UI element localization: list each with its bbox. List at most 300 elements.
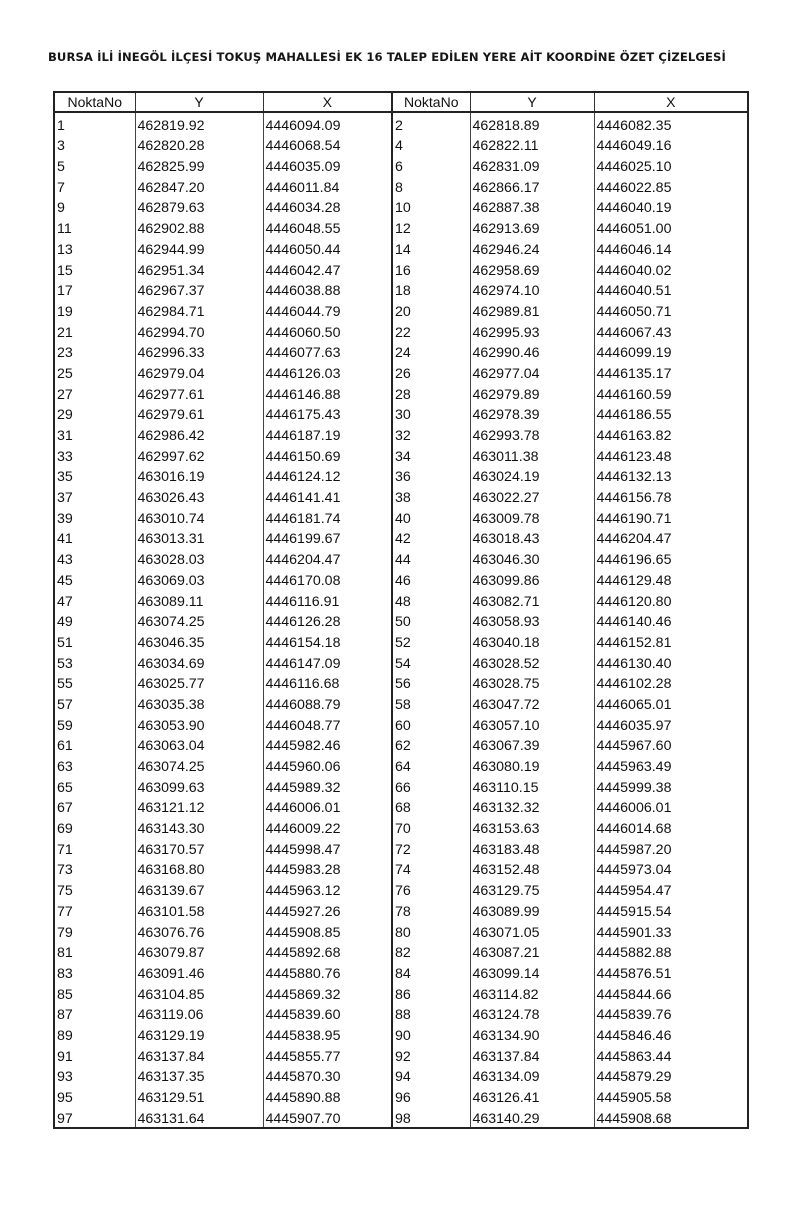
y-cell: 463099.14 [470,961,594,982]
table-row [54,651,748,672]
x-cell: 4446147.09 [263,651,392,672]
y-cell: 462986.42 [135,423,263,444]
point-no-cell: 78 [392,899,470,920]
y-cell: 463074.25 [135,610,263,631]
y-cell: 463016.19 [135,465,263,486]
point-no-cell: 69 [54,816,135,837]
table-row [54,630,748,651]
point-no-cell: 94 [392,1065,470,1086]
y-cell: 463114.82 [470,982,594,1003]
x-cell: 4446035.97 [594,713,748,734]
table-row [54,154,748,175]
point-no-cell: 40 [392,506,470,527]
x-cell: 4446077.63 [263,341,392,362]
y-cell: 462979.04 [135,361,263,382]
x-cell: 4446116.68 [263,672,392,693]
table-row [54,175,748,196]
point-no-cell: 56 [392,672,470,693]
point-no-cell: 71 [54,837,135,858]
x-cell: 4446068.54 [263,134,392,155]
x-cell: 4446135.17 [594,361,748,382]
x-cell: 4445863.44 [594,1044,748,1065]
point-no-cell: 52 [392,630,470,651]
table-row [54,258,748,279]
table-row [54,589,748,610]
x-cell: 4445838.95 [263,1023,392,1044]
y-cell: 462979.89 [470,382,594,403]
point-no-cell: 22 [392,320,470,341]
point-no-cell: 98 [392,1106,470,1128]
point-no-cell: 2 [392,112,470,134]
table-row [54,216,748,237]
table-row [54,547,748,568]
point-no-cell: 41 [54,527,135,548]
x-cell: 4445907.70 [263,1106,392,1128]
point-no-cell: 10 [392,196,470,217]
point-no-cell: 20 [392,299,470,320]
y-cell: 463082.71 [470,589,594,610]
table-row [54,775,748,796]
y-cell: 463035.38 [135,692,263,713]
table-row [54,961,748,982]
y-cell: 463183.48 [470,837,594,858]
point-no-cell: 62 [392,734,470,755]
x-cell: 4445882.88 [594,941,748,962]
x-cell: 4446154.18 [263,630,392,651]
y-cell: 463076.76 [135,920,263,941]
x-cell: 4445989.32 [263,775,392,796]
y-cell: 463099.63 [135,775,263,796]
table-body [54,112,748,1128]
point-no-cell: 86 [392,982,470,1003]
x-cell: 4445908.68 [594,1106,748,1128]
x-cell: 4445846.46 [594,1023,748,1044]
x-cell: 4446088.79 [263,692,392,713]
y-cell: 462984.71 [135,299,263,320]
point-no-cell: 45 [54,568,135,589]
x-cell: 4445982.46 [263,734,392,755]
table-row [54,1003,748,1024]
x-cell: 4446009.22 [263,816,392,837]
x-cell: 4446196.65 [594,547,748,568]
point-no-cell: 87 [54,1003,135,1024]
x-cell: 4446067.43 [594,320,748,341]
column-header-x-2: X [594,92,748,112]
x-cell: 4446150.69 [263,444,392,465]
point-no-cell: 66 [392,775,470,796]
table-row [54,754,748,775]
y-cell: 463087.21 [470,941,594,962]
y-cell: 463025.77 [135,672,263,693]
x-cell: 4446099.19 [594,341,748,362]
y-cell: 463022.27 [470,485,594,506]
y-cell: 463134.90 [470,1023,594,1044]
table-row [54,527,748,548]
y-cell: 463140.29 [470,1106,594,1128]
table-row [54,816,748,837]
y-cell: 463129.51 [135,1085,263,1106]
table-row [54,196,748,217]
x-cell: 4446094.09 [263,112,392,134]
point-no-cell: 74 [392,858,470,879]
table-row [54,320,748,341]
x-cell: 4446140.46 [594,610,748,631]
x-cell: 4446186.55 [594,403,748,424]
y-cell: 463057.10 [470,713,594,734]
point-no-cell: 79 [54,920,135,941]
y-cell: 463089.11 [135,589,263,610]
table-row [54,610,748,631]
x-cell: 4446181.74 [263,506,392,527]
point-no-cell: 24 [392,341,470,362]
table-row [54,1065,748,1086]
y-cell: 463124.78 [470,1003,594,1024]
y-cell: 462996.33 [135,341,263,362]
column-header-y: Y [135,92,263,112]
y-cell: 463134.09 [470,1065,594,1086]
y-cell: 462822.11 [470,134,594,155]
document-title: BURSA İLİ İNEGÖL İLÇESİ TOKUŞ MAHALLESİ EK 16 TALEP EDİLEN YERE AİT KOORDİNE ÖZET ÇİZELGESİ [48,50,726,64]
point-no-cell: 58 [392,692,470,713]
point-no-cell: 53 [54,651,135,672]
y-cell: 462913.69 [470,216,594,237]
table-row [54,423,748,444]
x-cell: 4446025.10 [594,154,748,175]
point-no-cell: 34 [392,444,470,465]
x-cell: 4446048.55 [263,216,392,237]
y-cell: 462847.20 [135,175,263,196]
x-cell: 4446152.81 [594,630,748,651]
point-no-cell: 21 [54,320,135,341]
y-cell: 463143.30 [135,816,263,837]
x-cell: 4446190.71 [594,506,748,527]
x-cell: 4446044.79 [263,299,392,320]
x-cell: 4446048.77 [263,713,392,734]
y-cell: 462977.04 [470,361,594,382]
y-cell: 462990.46 [470,341,594,362]
x-cell: 4445901.33 [594,920,748,941]
table-row [54,112,748,134]
point-no-cell: 68 [392,796,470,817]
y-cell: 463010.74 [135,506,263,527]
y-cell: 463099.86 [470,568,594,589]
y-cell: 463170.57 [135,837,263,858]
table-row [54,465,748,486]
y-cell: 462866.17 [470,175,594,196]
point-no-cell: 50 [392,610,470,631]
x-cell: 4445879.29 [594,1065,748,1086]
point-no-cell: 47 [54,589,135,610]
x-cell: 4446175.43 [263,403,392,424]
x-cell: 4446204.47 [263,547,392,568]
point-no-cell: 9 [54,196,135,217]
x-cell: 4445905.58 [594,1085,748,1106]
y-cell: 462951.34 [135,258,263,279]
point-no-cell: 70 [392,816,470,837]
y-cell: 463053.90 [135,713,263,734]
table-row [54,1106,748,1128]
point-no-cell: 93 [54,1065,135,1086]
x-cell: 4446014.68 [594,816,748,837]
table-row [54,279,748,300]
x-cell: 4446170.08 [263,568,392,589]
table-row [54,734,748,755]
y-cell: 463058.93 [470,610,594,631]
point-no-cell: 82 [392,941,470,962]
point-no-cell: 3 [54,134,135,155]
point-no-cell: 17 [54,279,135,300]
point-no-cell: 4 [392,134,470,155]
y-cell: 463024.19 [470,465,594,486]
y-cell: 463009.78 [470,506,594,527]
x-cell: 4446035.09 [263,154,392,175]
column-header-y-2: Y [470,92,594,112]
x-cell: 4446065.01 [594,692,748,713]
x-cell: 4446146.88 [263,382,392,403]
point-no-cell: 89 [54,1023,135,1044]
y-cell: 463028.03 [135,547,263,568]
point-no-cell: 35 [54,465,135,486]
point-no-cell: 28 [392,382,470,403]
point-no-cell: 75 [54,878,135,899]
point-no-cell: 43 [54,547,135,568]
y-cell: 462967.37 [135,279,263,300]
point-no-cell: 80 [392,920,470,941]
point-no-cell: 55 [54,672,135,693]
table-row [54,485,748,506]
x-cell: 4446156.78 [594,485,748,506]
table-row [54,299,748,320]
y-cell: 463121.12 [135,796,263,817]
point-no-cell: 15 [54,258,135,279]
point-no-cell: 67 [54,796,135,817]
x-cell: 4446141.41 [263,485,392,506]
y-cell: 462989.81 [470,299,594,320]
x-cell: 4445927.26 [263,899,392,920]
x-cell: 4446038.88 [263,279,392,300]
y-cell: 462887.38 [470,196,594,217]
y-cell: 463129.75 [470,878,594,899]
point-no-cell: 59 [54,713,135,734]
x-cell: 4445876.51 [594,961,748,982]
y-cell: 462820.28 [135,134,263,155]
y-cell: 463091.46 [135,961,263,982]
point-no-cell: 64 [392,754,470,775]
y-cell: 463040.18 [470,630,594,651]
x-cell: 4446050.71 [594,299,748,320]
point-no-cell: 1 [54,112,135,134]
y-cell: 463079.87 [135,941,263,962]
y-cell: 463028.52 [470,651,594,672]
x-cell: 4445960.06 [263,754,392,775]
y-cell: 462825.99 [135,154,263,175]
y-cell: 463153.63 [470,816,594,837]
point-no-cell: 49 [54,610,135,631]
table-row [54,403,748,424]
x-cell: 4445890.88 [263,1085,392,1106]
point-no-cell: 27 [54,382,135,403]
table-row [54,1085,748,1106]
table-row [54,941,748,962]
y-cell: 462995.93 [470,320,594,341]
point-no-cell: 42 [392,527,470,548]
point-no-cell: 90 [392,1023,470,1044]
y-cell: 462977.61 [135,382,263,403]
column-header-point-no: NoktaNo [54,92,135,112]
point-no-cell: 16 [392,258,470,279]
y-cell: 462831.09 [470,154,594,175]
y-cell: 463137.84 [135,1044,263,1065]
y-cell: 463126.41 [470,1085,594,1106]
point-no-cell: 95 [54,1085,135,1106]
x-cell: 4446132.13 [594,465,748,486]
point-no-cell: 83 [54,961,135,982]
y-cell: 463139.67 [135,878,263,899]
y-cell: 463034.69 [135,651,263,672]
y-cell: 463026.43 [135,485,263,506]
point-no-cell: 25 [54,361,135,382]
table-row [54,361,748,382]
y-cell: 463028.75 [470,672,594,693]
point-no-cell: 60 [392,713,470,734]
y-cell: 463011.38 [470,444,594,465]
point-no-cell: 30 [392,403,470,424]
x-cell: 4446204.47 [594,527,748,548]
x-cell: 4446040.51 [594,279,748,300]
y-cell: 463089.99 [470,899,594,920]
y-cell: 462819.92 [135,112,263,134]
x-cell: 4445973.04 [594,858,748,879]
point-no-cell: 29 [54,403,135,424]
y-cell: 463110.15 [470,775,594,796]
y-cell: 463074.25 [135,754,263,775]
y-cell: 462994.70 [135,320,263,341]
x-cell: 4445987.20 [594,837,748,858]
table-row [54,899,748,920]
table-row [54,568,748,589]
x-cell: 4446130.40 [594,651,748,672]
table-row [54,796,748,817]
point-no-cell: 85 [54,982,135,1003]
y-cell: 462944.99 [135,237,263,258]
point-no-cell: 18 [392,279,470,300]
point-no-cell: 81 [54,941,135,962]
point-no-cell: 8 [392,175,470,196]
y-cell: 462997.62 [135,444,263,465]
point-no-cell: 11 [54,216,135,237]
x-cell: 4445844.66 [594,982,748,1003]
y-cell: 462978.39 [470,403,594,424]
y-cell: 463131.64 [135,1106,263,1128]
point-no-cell: 97 [54,1106,135,1128]
x-cell: 4446187.19 [263,423,392,444]
point-no-cell: 57 [54,692,135,713]
table-row [54,920,748,941]
y-cell: 462946.24 [470,237,594,258]
x-cell: 4445998.47 [263,837,392,858]
table-row [54,1023,748,1044]
y-cell: 462974.10 [470,279,594,300]
y-cell: 463137.84 [470,1044,594,1065]
point-no-cell: 46 [392,568,470,589]
y-cell: 463152.48 [470,858,594,879]
point-no-cell: 7 [54,175,135,196]
table-row [54,341,748,362]
y-cell: 462879.63 [135,196,263,217]
y-cell: 463067.39 [470,734,594,755]
x-cell: 4445839.76 [594,1003,748,1024]
x-cell: 4445855.77 [263,1044,392,1065]
point-no-cell: 31 [54,423,135,444]
x-cell: 4446011.84 [263,175,392,196]
x-cell: 4445880.76 [263,961,392,982]
point-no-cell: 32 [392,423,470,444]
x-cell: 4445963.49 [594,754,748,775]
column-header-x: X [263,92,392,112]
x-cell: 4445999.38 [594,775,748,796]
point-no-cell: 51 [54,630,135,651]
table-row [54,858,748,879]
x-cell: 4446163.82 [594,423,748,444]
point-no-cell: 54 [392,651,470,672]
x-cell: 4446129.48 [594,568,748,589]
x-cell: 4446042.47 [263,258,392,279]
y-cell: 462958.69 [470,258,594,279]
y-cell: 463129.19 [135,1023,263,1044]
table-row [54,1044,748,1065]
table-row [54,692,748,713]
table-row [54,837,748,858]
y-cell: 463071.05 [470,920,594,941]
x-cell: 4446120.80 [594,589,748,610]
x-cell: 4446034.28 [263,196,392,217]
point-no-cell: 23 [54,341,135,362]
x-cell: 4446123.48 [594,444,748,465]
point-no-cell: 38 [392,485,470,506]
table-row [54,878,748,899]
point-no-cell: 19 [54,299,135,320]
table-row [54,134,748,155]
x-cell: 4446046.14 [594,237,748,258]
y-cell: 463080.19 [470,754,594,775]
x-cell: 4446126.28 [263,610,392,631]
point-no-cell: 5 [54,154,135,175]
y-cell: 462979.61 [135,403,263,424]
y-cell: 463132.32 [470,796,594,817]
x-cell: 4445954.47 [594,878,748,899]
x-cell: 4446006.01 [263,796,392,817]
x-cell: 4446049.16 [594,134,748,155]
point-no-cell: 76 [392,878,470,899]
y-cell: 462993.78 [470,423,594,444]
x-cell: 4446124.12 [263,465,392,486]
point-no-cell: 26 [392,361,470,382]
table-row [54,237,748,258]
x-cell: 4446082.35 [594,112,748,134]
table-row [54,713,748,734]
x-cell: 4445967.60 [594,734,748,755]
point-no-cell: 96 [392,1085,470,1106]
x-cell: 4446006.01 [594,796,748,817]
x-cell: 4446022.85 [594,175,748,196]
y-cell: 463069.03 [135,568,263,589]
y-cell: 463018.43 [470,527,594,548]
y-cell: 463063.04 [135,734,263,755]
point-no-cell: 37 [54,485,135,506]
x-cell: 4446040.02 [594,258,748,279]
point-no-cell: 36 [392,465,470,486]
y-cell: 463168.80 [135,858,263,879]
